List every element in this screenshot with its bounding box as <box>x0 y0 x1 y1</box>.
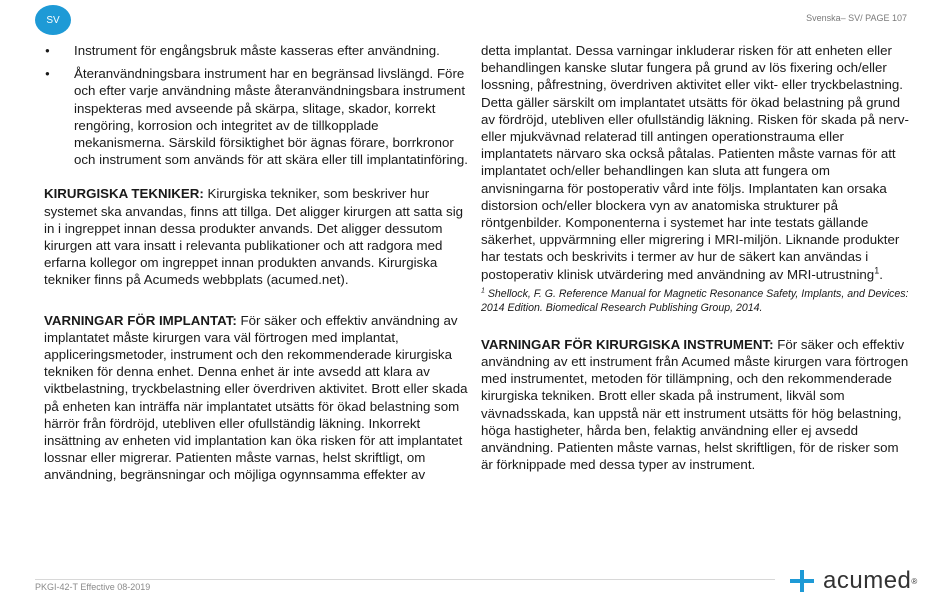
section-body: detta implantat. Dessa varningar inkluderar risken för att enheten eller behandlingen kanske slutar fungera på grund av lös fixering och/eller lossning, påfrestning, överdriven aktivitet eller vikt- eller tryckbelastning. Detta gäller särskilt om implantatet utsätts för ökad belastning på grund av fördröjd, utebliven eller ofullständig läkning. Risken för skada på nerv- eller mjukvävnad relaterad till antingen operationstrauma eller implantatets närvaro ska också påtalas. Patienten måste varnas för att implantatet och/eller behandlingen kan sluta att fungera om anvisningarna för postoperativ vård inte följs. Implantaten kan orsaka distorsion och/eller blockera vyn av anatomiska strukturer på röntgenbilder. Komponenterna i systemet har inte testats gällande säkerhet, uppvärmning eller migrering i MRI-miljön. Liknande produkter har testats och beskrivits i termer av hur de säkert kan användas i postoperativ klinisk utvärdering med användning av MRI-utrustning <box>481 43 909 282</box>
page-reference: Svenska– SV/ PAGE 107 <box>806 13 907 23</box>
implant-warnings-section <box>44 312 472 484</box>
language-badge: SV <box>35 5 71 35</box>
section-body: Kirurgiska tekniker, som beskriver hur systemet ska anvandas, finns att tillga. Det aligger kirurgen att satta sig in i ingreppet innan dessa produkter anvands. Det aligger dessutom kirurgen att vara insatt i relevanta publikationer och att radgora med erfarna kollegor om ingreppet innan produkten anvands. Kirurgiska tekniker finns på Acumeds webbplats (acumed.net). <box>44 186 464 288</box>
right-column <box>481 42 911 473</box>
section-body: För säker och effektiv användning av implantatet måste kirurgen vara väl förtrogen med implantat, appliceringsmetoder, instrument och den rekommenderade kirurgiska tekniken för denna enhet. Denna enhet är inte avsedd att klara av viktbelastning, tryckbelastning eller överdriven aktivitet. Brott eller skada på enheten kan inträffa när implantatet utsätts för ökad belastning som härrör från fördröjd, utebliven eller ofullständig läkning. Inkorrekt insättning av enheten vid implantation kan öka risken för att implantatet lossnar eller migrerar. Patienten måste varnas, helst skriftligt, om användning, begränsningar och möjliga ogynnsamma effekter av <box>44 312 468 483</box>
sentence-end: . <box>879 266 883 282</box>
instrument-warnings-section <box>481 336 911 474</box>
footer-divider <box>35 579 775 580</box>
list-item: ● Återanvändningsbara instrument har en begränsad livslängd. Före och efter varje användning måste återanvändningsbara instrument inspekteras med avseende på skärpa, slitage, skador, korrekt rengöring, korrosion och integritet av de tillkopplade mekanismerna. Särskild försiktighet bör ägnas förare, borrkronor och instrument som används för att skära eller till implantatinföring. <box>44 65 472 168</box>
instrument-bullet-list <box>44 42 472 168</box>
footnote-marker: 1 <box>874 265 880 276</box>
acumed-logo <box>790 567 917 595</box>
list-item: ● Instrument för engångsbruk måste kasseras efter användning. <box>44 42 472 59</box>
plus-icon <box>790 570 814 592</box>
left-column <box>44 42 472 484</box>
section-heading: VARNINGAR FÖR KIRURGISKA INSTRUMENT: <box>481 336 774 352</box>
footnote-text: Shellock, F. G. Reference Manual for Magnetic Resonance Safety, Implants, and Devices: 2014 Edition. Biomedical Research Publishing Group, 2014. <box>481 287 909 314</box>
registered-mark: ® <box>911 576 918 586</box>
section-heading: KIRURGISKA TEKNIKER: <box>44 186 204 202</box>
footnote-number: 1 <box>481 287 485 295</box>
logo-wordmark: acumed <box>823 567 912 594</box>
section-heading: VARNINGAR FÖR IMPLANTAT: <box>44 312 237 328</box>
surgical-techniques-section <box>44 185 472 288</box>
section-body: För säker och effektiv användning av ett instrument från Acumed måste kirurgen vara förtrogen med instrumentet, metoden för tillämpning, och den rekommenderade kirurgiska tekniken. Brott eller skada på instrument, likväl som vävnadsskada, kan uppstå när ett instrument utsätts för hög belastning, höga hastigheter, hårda ben, felaktig användning eller ej avsedd användning. Patienten måste varnas, helst skriftligen, för de risker som är förknippade med dessa typer av instrument. <box>481 336 909 473</box>
footnote <box>481 287 911 315</box>
document-code: PKGI-42-T Effective 08-2019 <box>35 582 151 592</box>
implant-warnings-continued <box>481 42 911 283</box>
